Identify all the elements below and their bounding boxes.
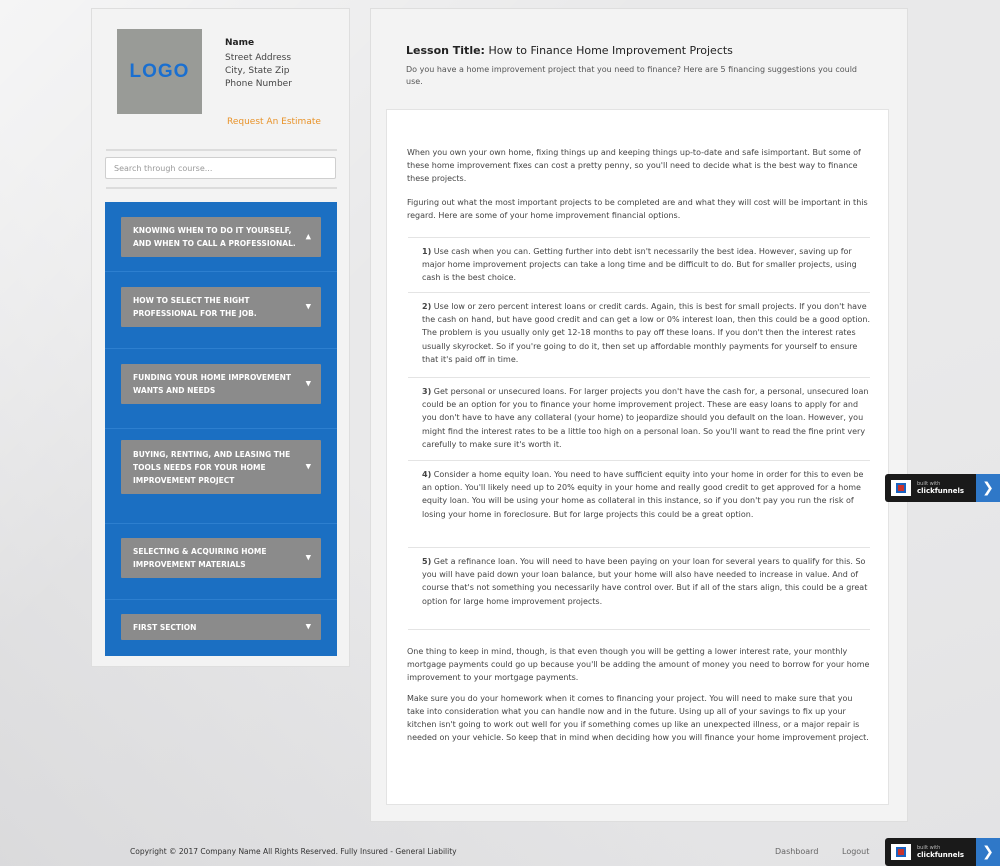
badge-text bbox=[917, 481, 964, 495]
list-item bbox=[408, 237, 870, 292]
badge-brand-text: clickfunnels bbox=[917, 487, 965, 495]
section-block bbox=[105, 429, 337, 524]
contact-phone: Phone Number bbox=[225, 79, 292, 89]
section-label: HOW TO SELECT THE RIGHT PROFESSIONAL FOR THE JOB. bbox=[133, 296, 257, 318]
clickfunnels-logo-icon bbox=[891, 844, 911, 860]
badge-text bbox=[917, 845, 964, 859]
list-item bbox=[408, 547, 870, 630]
company-logo bbox=[117, 29, 202, 114]
section-materials[interactable] bbox=[121, 538, 321, 578]
dashboard-link[interactable]: Dashboard bbox=[775, 847, 819, 856]
badge-small-text: built with bbox=[917, 845, 941, 851]
item-text: Get a refinance loan. You will need to have been paying on your loan for several years to qualify for this. So you will have paid down your loan balance, but your home will also have needed to increase in value. And of course that's not something you necessarily have control over. But if all of the stars align, this could be a great option for large home improvement projects. bbox=[422, 557, 868, 606]
chevron-down-icon: ▼ bbox=[305, 379, 311, 388]
outro-paragraph: Make sure you do your homework when it comes to financing your project. You will need to make sure that you take into consideration what you can handle now and in the future. Using up all of your savings to fix up your kitchen isn't going to work out well for you if something comes up like an unexpected illness, or a major repair is needed on your vehicle. So keep that in mind when deciding how you will finance your home improvement project. bbox=[407, 694, 869, 742]
lesson-title-text: How to Finance Home Improvement Projects bbox=[488, 44, 733, 57]
section-select-professional[interactable] bbox=[121, 287, 321, 327]
chevron-down-icon: ▼ bbox=[305, 622, 311, 631]
lesson-content bbox=[386, 109, 889, 805]
sidebar bbox=[91, 8, 350, 667]
request-estimate-link[interactable]: Request An Estimate bbox=[227, 117, 321, 127]
chevron-down-icon: ▼ bbox=[305, 553, 311, 562]
list-item bbox=[408, 292, 870, 377]
clickfunnels-badge[interactable] bbox=[885, 838, 1000, 866]
section-block bbox=[105, 600, 337, 656]
lesson-subtitle: Do you have a home improvement project that you need to finance? Here are 5 financing suggestions you could use. bbox=[406, 65, 857, 86]
item-number: 1) bbox=[422, 247, 432, 256]
section-funding[interactable] bbox=[121, 364, 321, 404]
divider bbox=[106, 149, 337, 151]
divider bbox=[106, 187, 337, 189]
section-block bbox=[105, 524, 337, 600]
section-label: FIRST SECTION bbox=[133, 622, 197, 632]
item-number: 3) bbox=[422, 387, 432, 396]
section-first[interactable] bbox=[121, 614, 321, 640]
badge-small-text: built with bbox=[917, 481, 941, 487]
list-item bbox=[408, 377, 870, 460]
section-block bbox=[105, 349, 337, 429]
clickfunnels-badge[interactable] bbox=[885, 474, 1000, 502]
contact-address: Street Address bbox=[225, 53, 292, 63]
item-text: Consider a home equity loan. You need to have sufficient equity into your home in order for this to even be an option. You'll likely need up to 20% equity in your home and really good credit to get approved for a home equity loan. You will be using your home as collateral in this instance, so if you don't pay you run the risk of losing your home in foreclosure. But for large projects this could be a great option. bbox=[422, 470, 864, 519]
lesson-title-prefix: Lesson Title: bbox=[406, 44, 485, 57]
course-search-input[interactable] bbox=[105, 157, 336, 179]
chevron-right-icon: ❯ bbox=[976, 474, 1000, 502]
section-label: KNOWING WHEN TO DO IT YOURSELF, AND WHEN TO CALL A PROFESSIONAL. bbox=[133, 226, 296, 248]
item-text: Get personal or unsecured loans. For larger projects you don't have the cash for, a personal, unsecured loan could be an option for you to finance your home improvement project. These are easy loans to apply for and you don't have to have any collateral (your home) to jeopardize should you default on the loan. However, you might find the interest rates to be a little too high on a personal loan. So you'll want to read the fine print very carefully to make sure it's worth it. bbox=[422, 387, 869, 449]
intro-paragraph: Figuring out what the most important projects to be completed are and what they will cost will be important in this regard. Here are some of your home improvement financial options. bbox=[407, 198, 868, 220]
badge-brand-text: clickfunnels bbox=[917, 851, 965, 859]
section-label: FUNDING YOUR HOME IMPROVEMENT WANTS AND NEEDS bbox=[133, 373, 292, 395]
contact-info bbox=[225, 37, 292, 91]
chevron-down-icon: ▼ bbox=[305, 302, 311, 311]
item-text: Use cash when you can. Getting further into debt isn't necessarily the best idea. However, saving up for major home improvement projects can take a long time and be difficult to do. But for smaller projects, using cash is the best choice. bbox=[422, 247, 857, 283]
logout-link[interactable]: Logout bbox=[842, 847, 870, 856]
course-sections-panel bbox=[105, 202, 337, 656]
copyright-text: Copyright © 2017 Company Name All Rights Reserved. Fully Insured - General Liability bbox=[130, 847, 457, 856]
section-tools[interactable] bbox=[121, 440, 321, 494]
section-label: SELECTING & ACQUIRING HOME IMPROVEMENT MATERIALS bbox=[133, 547, 267, 569]
chevron-down-icon: ▼ bbox=[305, 462, 311, 471]
item-number: 5) bbox=[422, 557, 432, 566]
outro-paragraph: One thing to keep in mind, though, is that even though you will be getting a lower interest rate, your monthly mortgage payments could go up because you'll be adding the amount of money you need to borrow for your home improvement to your mortgage payments. bbox=[407, 647, 870, 682]
item-number: 2) bbox=[422, 302, 432, 311]
chevron-up-icon: ▲ bbox=[305, 232, 311, 241]
intro-paragraph: When you own your own home, fixing things up and keeping things up-to-date and safe isimportant. But some of these home improvement fixes can cost a pretty penny, so you'll need to decide what is the best way to finance these projects. bbox=[407, 148, 861, 183]
section-block bbox=[105, 272, 337, 349]
section-knowing-when-diy[interactable] bbox=[121, 217, 321, 257]
item-text: Use low or zero percent interest loans or credit cards. Again, this is best for small projects. If you don't have the cash on hand, but have good credit and can get a low or 0% interest loan, then this could be a good option. The problem is you usually only get 12-18 months to pay off these loans. If you don't then the interest rates usually skyrocket. So if you're going to do it, then set up affordable monthly payments for yourself to ensure that it's paid off in time. bbox=[422, 302, 870, 364]
section-block bbox=[105, 202, 337, 272]
contact-name: Name bbox=[225, 38, 255, 48]
clickfunnels-logo-icon bbox=[891, 480, 911, 496]
lesson-title bbox=[406, 44, 733, 57]
contact-city: City, State Zip bbox=[225, 66, 290, 76]
chevron-right-icon: ❯ bbox=[976, 838, 1000, 866]
list-item bbox=[408, 460, 870, 547]
item-number: 4) bbox=[422, 470, 432, 479]
section-label: BUYING, RENTING, AND LEASING THE TOOLS NEEDS FOR YOUR HOME IMPROVEMENT PROJECT bbox=[133, 449, 291, 485]
lesson-panel bbox=[370, 8, 908, 822]
logo-text: LOGO bbox=[129, 60, 190, 82]
